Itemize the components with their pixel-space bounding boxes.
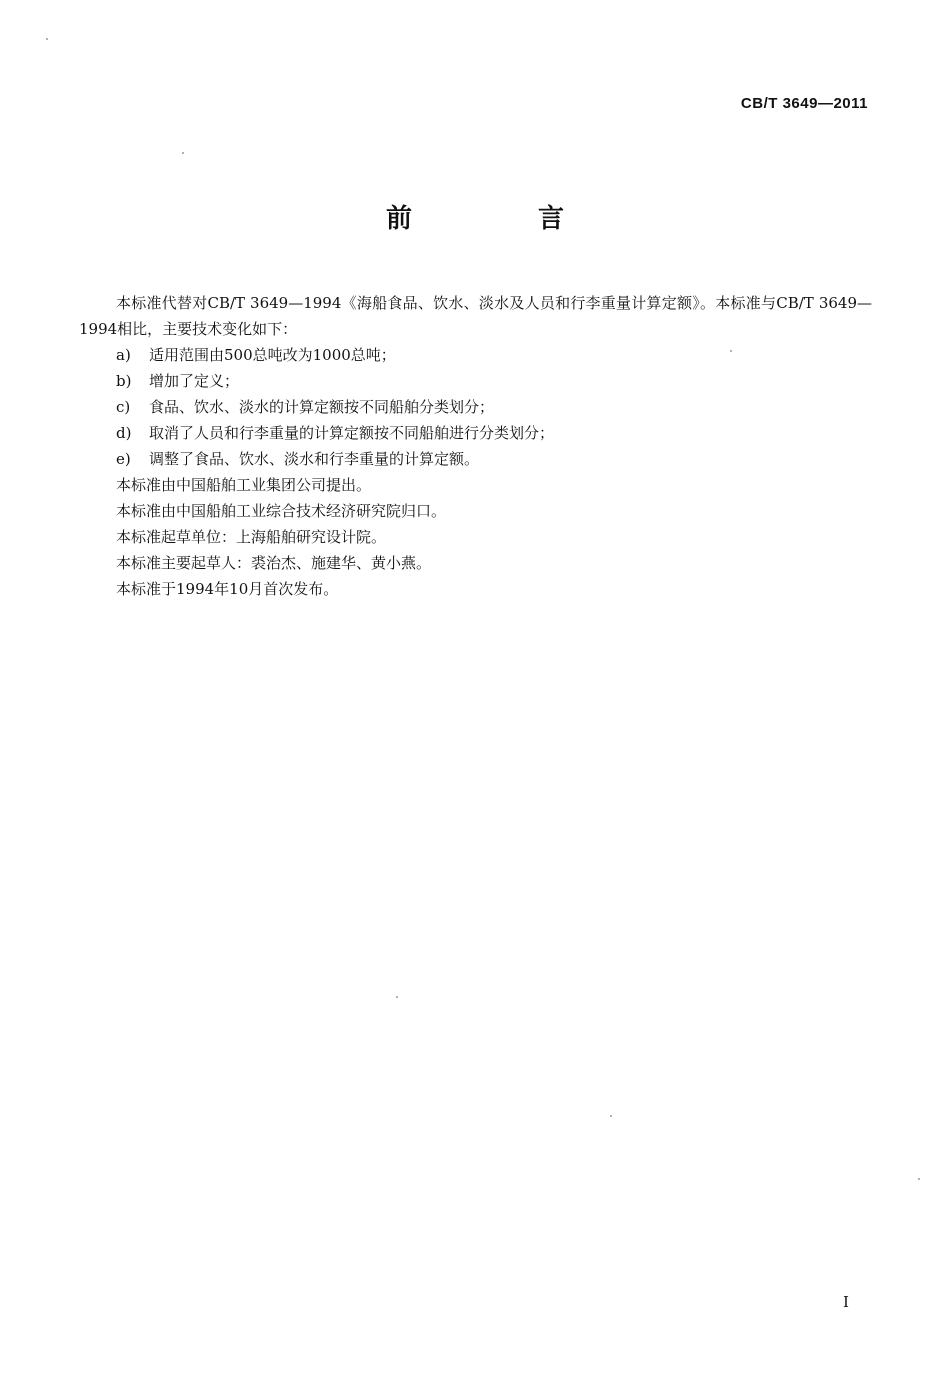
statement-first-issue: 本标准于1994年10月首次发布。 — [116, 580, 339, 598]
page-title: 前 言 — [385, 204, 614, 234]
scan-speck — [182, 152, 184, 154]
page-number: I — [843, 1293, 849, 1311]
list-item-text: 增加了定义； — [149, 372, 240, 390]
list-item-text: 适用范围由500总吨改为1000总吨； — [149, 346, 396, 364]
intro-paragraph: 本标准代替对CB/T 3649—1994《海船食品、饮水、淡水及人员和行李重量计算定额》。本标准与CB/T 3649—1994相比，主要技术变化如下： — [79, 294, 872, 338]
statement-proposer: 本标准由中国船舶工业集团公司提出。 — [116, 476, 372, 494]
list-marker: e) — [116, 450, 131, 468]
foreword-body — [79, 290, 872, 602]
scan-speck — [918, 1178, 920, 1180]
scan-speck — [610, 1115, 612, 1117]
list-item — [79, 446, 872, 472]
list-item — [79, 342, 872, 368]
list-item-text: 调整了食品、饮水、淡水和行李重量的计算定额。 — [149, 450, 480, 468]
list-marker: b) — [116, 372, 132, 390]
list-item — [79, 368, 872, 394]
statement-drafting-unit: 本标准起草单位：上海船舶研究设计院。 — [116, 528, 387, 546]
standard-code: CB/T 3649—2011 — [740, 95, 868, 112]
scan-speck — [396, 996, 398, 998]
list-item-text: 取消了人员和行李重量的计算定额按不同船舶进行分类划分； — [149, 424, 555, 442]
list-item — [79, 420, 872, 446]
list-marker: a) — [116, 346, 131, 364]
list-item — [79, 394, 872, 420]
list-marker: d) — [116, 424, 132, 442]
statement-drafters: 本标准主要起草人：裘治杰、施建华、黄小燕。 — [116, 554, 432, 572]
scan-speck — [730, 350, 732, 352]
list-item-text: 食品、饮水、淡水的计算定额按不同船舶分类划分； — [149, 398, 495, 416]
list-marker: c) — [116, 398, 131, 416]
scan-speck — [46, 38, 48, 40]
statement-administrator: 本标准由中国船舶工业综合技术经济研究院归口。 — [116, 502, 447, 520]
